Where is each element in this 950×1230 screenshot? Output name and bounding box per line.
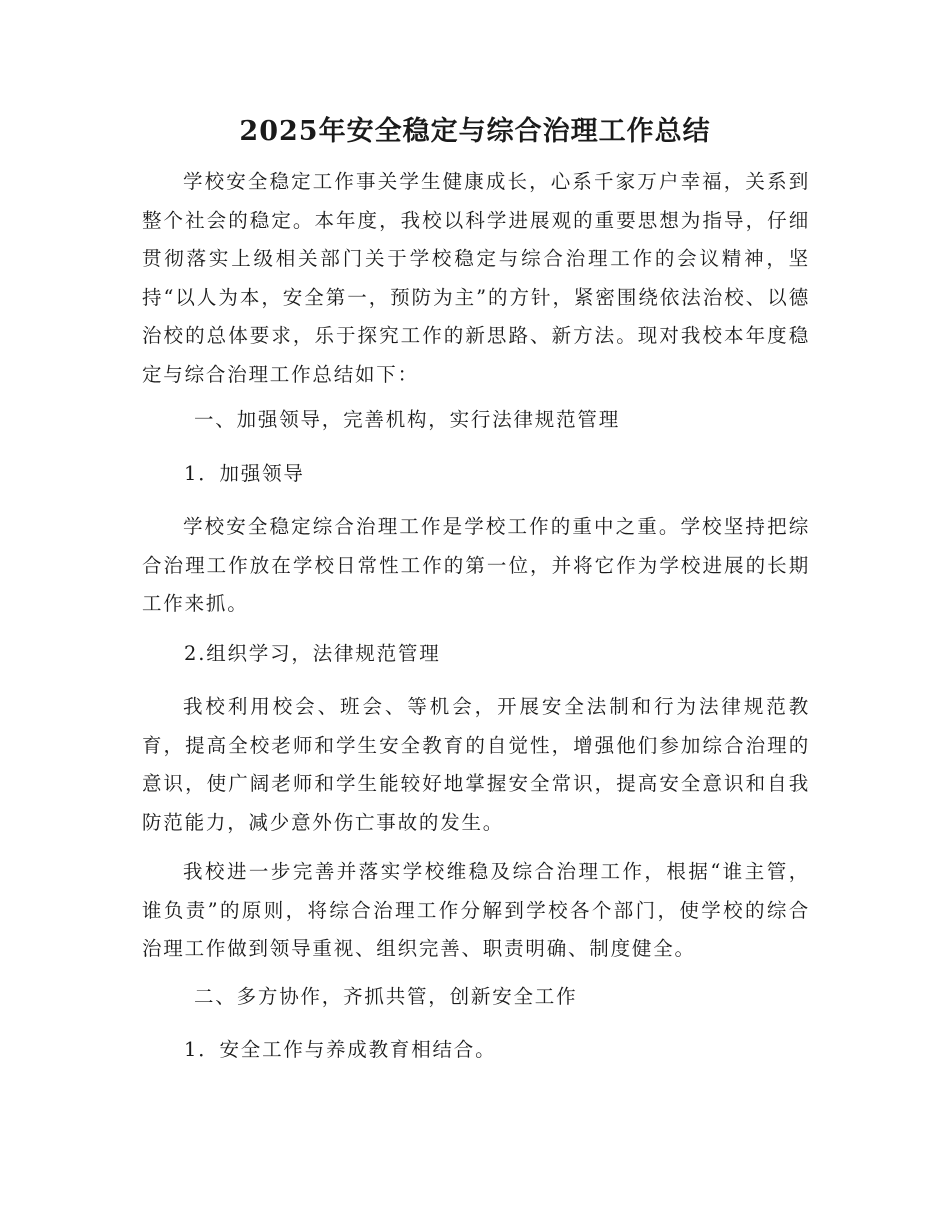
subsection-heading-1-1: 1．加强领导 — [184, 462, 305, 485]
section-heading-2: 二、多方协作，齐抓共管，创新安全工作 — [194, 985, 578, 1008]
section-heading-1: 一、加强领导，完善机构，实行法律规范管理 — [194, 408, 621, 431]
body-paragraph-1: 学校安全稳定综合治理工作是学校工作的重中之重。学校坚持把综合治理工作放在学校日常性工作的第一位，并将它作为学校进展的长期工作来抓。 — [142, 515, 810, 616]
body-paragraph-2: 我校利用校会、班会、等机会，开展安全法制和行为法律规范教育，提高全校老师和学生安全教育的自觉性，增强他们参加综合治理的意识，使广阔老师和学生能较好地掌握安全常识，提高安全意识和自我防范能力，减少意外伤亡事故的发生。 — [142, 695, 810, 834]
subsection-heading-1-2: 2.组织学习，法律规范管理 — [184, 642, 441, 665]
document-title: 2025年安全稳定与综合治理工作总结 — [239, 116, 711, 147]
subsection-heading-2-1: 1．安全工作与养成教育相结合。 — [184, 1038, 497, 1061]
body-paragraph-3: 我校进一步完善并落实学校维稳及综合治理工作，根据“谁主管，谁负责”的原则，将综合治理工作分解到学校各个部门，使学校的综合治理工作做到领导重视、组织完善、职责明确、制度健全。 — [142, 860, 810, 961]
intro-paragraph: 学校安全稳定工作事关学生健康成长，心系千家万户幸福，关系到整个社会的稳定。本年度，我校以科学进展观的重要思想为指导，仔细贯彻落实上级相关部门关于学校稳定与综合治理工作的会议精神，坚持“以人为本，安全第一，预防为主”的方针，紧密围绕依法治校、以德治校的总体要求，乐于探究工作的新思路、新方法。现对我校本年度稳定与综合治理工作总结如下： — [142, 170, 810, 386]
